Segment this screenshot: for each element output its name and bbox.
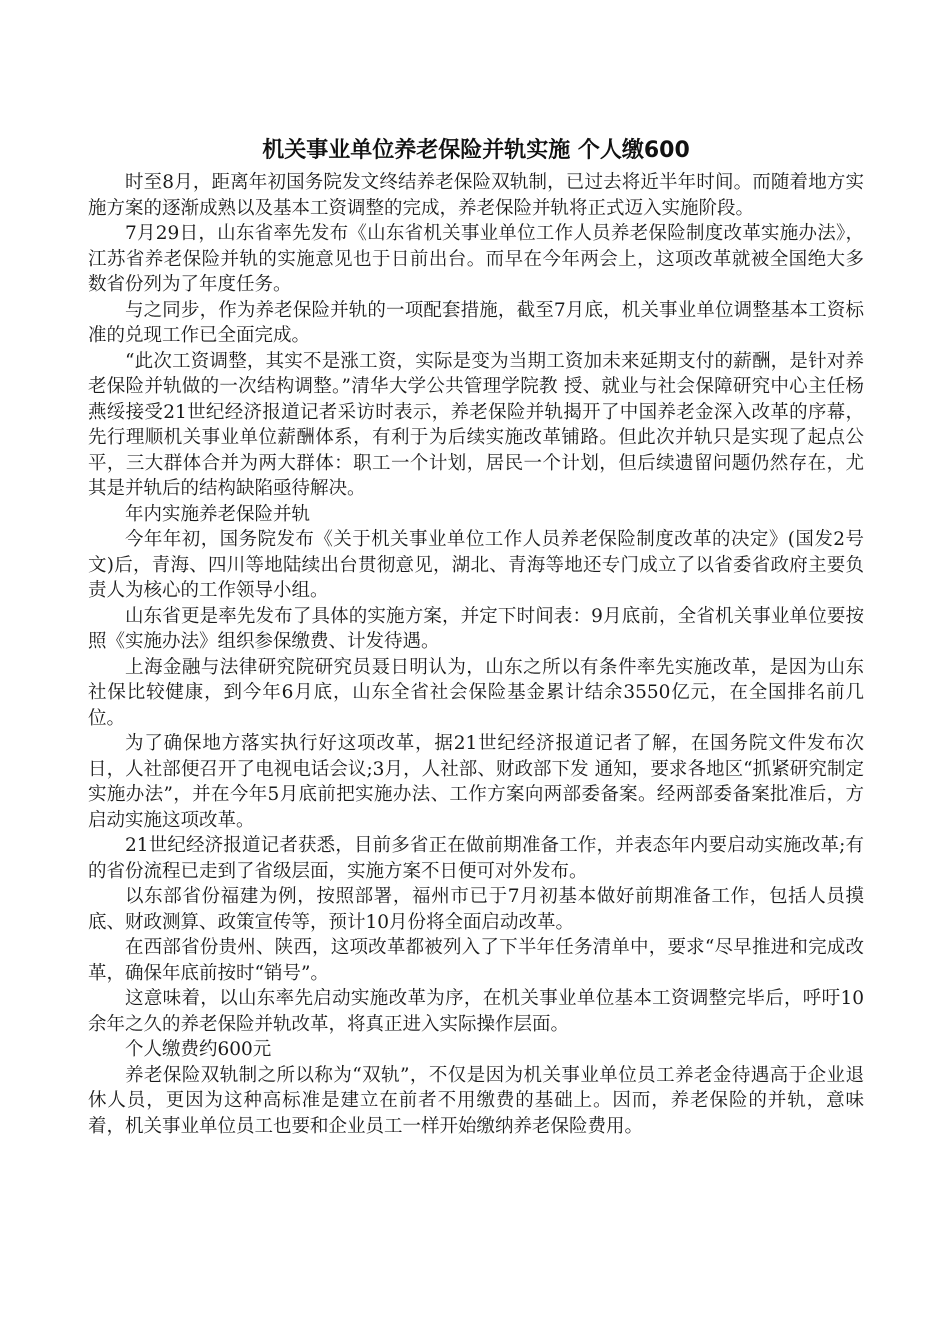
- section-heading: 年内实施养老保险并轨: [125, 503, 311, 525]
- paragraph: 7月29日，山东省率先发布《山东省机关事业单位工作人员养老保险制度改革实施办法》，江苏省养老保险并轨的实施意见也于日前出台。而早在今年两会上，这项改革就被全国绝大多数省份列为了年度任务。: [88, 223, 864, 295]
- section-heading: 个人缴费约600元: [125, 1039, 272, 1060]
- document-title: 机关事业单位养老保险并轨实施 个人缴600: [262, 138, 690, 163]
- document-page: [88, 136, 864, 1139]
- paragraph: 养老保险双轨制之所以称为“双轨”，不仅是因为机关事业单位员工养老金待遇高于企业退休人员，更因为这种高标准是建立在前者不用缴费的基础上。因而，养老保险的并轨，意味着，机关事业单位员工也要和企业员工一样开始缴纳养老保险费用。: [88, 1064, 864, 1137]
- paragraph: 21世纪经济报道记者获悉，目前多省正在做前期准备工作，并表态年内要启动实施改革;有的省份流程已走到了省级层面，实施方案不日便可对外发布。: [88, 835, 864, 882]
- paragraph: 在西部省份贵州、陕西，这项改革都被列入了下半年任务清单中，要求“尽早推进和完成改革，确保年底前按时“销号”。: [88, 937, 864, 984]
- document-body: [88, 170, 864, 1139]
- paragraph: 与之同步，作为养老保险并轨的一项配套措施，截至7月底，机关事业单位调整基本工资标准的兑现工作已全面完成。: [88, 299, 864, 346]
- paragraph: 时至8月，距离年初国务院发文终结养老保险双轨制，已过去将近半年时间。而随着地方实施方案的逐渐成熟以及基本工资调整的完成，养老保险并轨将正式迈入实施阶段。: [88, 172, 864, 219]
- paragraph: 山东省更是率先发布了具体的实施方案，并定下时间表：9月底前，全省机关事业单位要按照《实施办法》组织参保缴费、计发待遇。: [88, 605, 864, 652]
- paragraph: “此次工资调整，其实不是涨工资，实际是变为当期工资加未来延期支付的薪酬，是针对养老保险并轨做的一次结构调整。”清华大学公共管理学院教 授、就业与社会保障研究中心主任杨燕绥接受21世纪经济报道记者采访时表示，养老保险并轨揭开了中国养老金深入改革的序幕，先行理顺机关事业单位薪酬体系，有利于为后续实施改革铺路。但此次并轨只是实现了起点公平，三大群体合并为两大群体：职工一个计划，居民一个计划，但后续遗留问题仍然存在，尤其是并轨后的结构缺陷亟待解决。: [88, 350, 864, 499]
- paragraph: 上海金融与法律研究院研究员聂日明认为，山东之所以有条件率先实施改革，是因为山东社保比较健康，到今年6月底，山东全省社会保险基金累计结余3550亿元，在全国排名前几位。: [88, 656, 864, 729]
- paragraph: 这意味着，以山东率先启动实施改革为序，在机关事业单位基本工资调整完毕后，呼吁10余年之久的养老保险并轨改革，将真正进入实际操作层面。: [88, 988, 864, 1035]
- paragraph: 为了确保地方落实执行好这项改革，据21世纪经济报道记者了解，在国务院文件发布次日，人社部便召开了电视电话会议;3月，人社部、财政部下发 通知，要求各地区“抓紧研究制定实施办法”，并在今年5月底前把实施办法、工作方案向两部委备案。经两部委备案批准后，方启动实施这项改革。: [88, 733, 864, 831]
- paragraph: 以东部省份福建为例，按照部署，福州市已于7月初基本做好前期准备工作，包括人员摸底、财政测算、政策宣传等，预计10月份将全面启动改革。: [88, 886, 864, 933]
- paragraph: 今年年初，国务院发布《关于机关事业单位工作人员养老保险制度改革的决定》(国发2号文)后，青海、四川等地陆续出台贯彻意见，湖北、青海等地还专门成立了以省委省政府主要负责人为核心的工作领导小组。: [88, 529, 864, 601]
